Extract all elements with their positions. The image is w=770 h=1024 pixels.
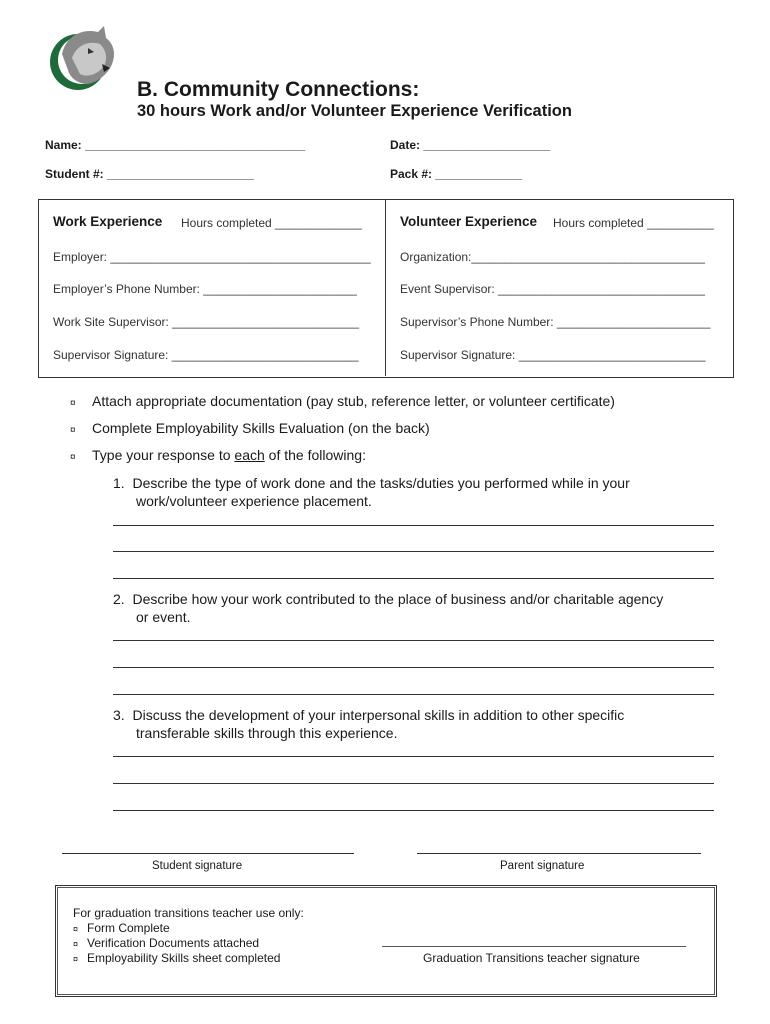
employer-phone-field[interactable]: Employer’s Phone Number: _______________________ — [53, 282, 357, 296]
bullet-icon: ¤ — [73, 939, 79, 949]
bullet-icon: ¤ — [70, 425, 76, 436]
question-2: 2. Describe how your work contributed to the place of business and/or charitable agency — [113, 591, 664, 607]
work-site-supervisor-field[interactable]: Work Site Supervisor: ____________________________ — [53, 315, 360, 329]
parent-signature-label: Parent signature — [500, 860, 585, 872]
instruction-item: ¤ Attach appropriate documentation (pay stub, reference letter, or volunteer certificate) — [70, 393, 615, 409]
student-signature-label: Student signature — [152, 860, 243, 872]
work-supervisor-signature-field[interactable]: Supervisor Signature: ____________________________ — [53, 348, 359, 362]
answer-line[interactable] — [113, 783, 714, 784]
checklist-item: ¤ Form Complete — [73, 921, 170, 935]
answer-line[interactable] — [113, 525, 714, 526]
answer-line[interactable] — [113, 551, 714, 552]
answer-line[interactable] — [113, 640, 714, 641]
teacher-signature-line[interactable] — [382, 946, 686, 947]
question-1-cont: work/volunteer experience placement. — [136, 493, 372, 509]
volunteer-supervisor-signature-field[interactable]: Supervisor Signature: ____________________________ — [400, 348, 706, 362]
teacher-signature-label: Graduation Transitions teacher signature — [423, 951, 640, 965]
answer-line[interactable] — [113, 810, 714, 811]
work-hours-field[interactable]: Hours completed _____________ — [181, 216, 362, 230]
page-subtitle: 30 hours Work and/or Volunteer Experience Verification — [137, 102, 572, 120]
answer-line[interactable] — [113, 578, 714, 579]
volunteer-experience-heading: Volunteer Experience — [400, 214, 538, 229]
bullet-icon: ¤ — [70, 398, 76, 409]
page-title: B. Community Connections: — [137, 78, 420, 101]
student-signature-line[interactable] — [62, 853, 354, 854]
supervisor-phone-field[interactable]: Supervisor’s Phone Number: _______________________ — [400, 315, 711, 329]
volunteer-hours-field[interactable]: Hours completed __________ — [553, 216, 714, 230]
experience-divider — [385, 199, 386, 376]
wolf-logo-icon — [48, 24, 120, 92]
question-3-cont: transferable skills through this experience. — [136, 725, 398, 741]
teacher-box-intro: For graduation transitions teacher use only: — [73, 906, 304, 920]
bullet-icon: ¤ — [73, 954, 79, 964]
answer-line[interactable] — [113, 756, 714, 757]
checklist-item: ¤ Employability Skills sheet completed — [73, 951, 281, 965]
bullet-icon: ¤ — [70, 452, 76, 463]
checklist-item: ¤ Verification Documents attached — [73, 936, 260, 950]
question-1: 1. Describe the type of work done and the tasks/duties you performed while in your — [113, 475, 630, 491]
answer-line[interactable] — [113, 667, 714, 668]
name-field[interactable]: Name: _________________________________ — [45, 138, 306, 152]
student-number-field[interactable]: Student #: ______________________ — [45, 167, 254, 181]
organization-field[interactable]: Organization:___________________________________ — [400, 250, 705, 264]
instruction-item: ¤ Type your response to each of the following: — [70, 447, 366, 463]
work-experience-heading: Work Experience — [53, 214, 163, 229]
question-3: 3. Discuss the development of your interpersonal skills in addition to other specific — [113, 707, 625, 723]
parent-signature-line[interactable] — [417, 853, 701, 854]
pack-number-field[interactable]: Pack #: _____________ — [390, 167, 523, 181]
date-field[interactable]: Date: ___________________ — [390, 138, 551, 152]
instruction-item: ¤ Complete Employability Skills Evaluation (on the back) — [70, 420, 430, 436]
answer-line[interactable] — [113, 694, 714, 695]
question-2-cont: or event. — [136, 609, 191, 625]
employer-field[interactable]: Employer: _______________________________________ — [53, 250, 371, 264]
bullet-icon: ¤ — [73, 924, 79, 934]
event-supervisor-field[interactable]: Event Supervisor: _______________________________ — [400, 282, 705, 296]
